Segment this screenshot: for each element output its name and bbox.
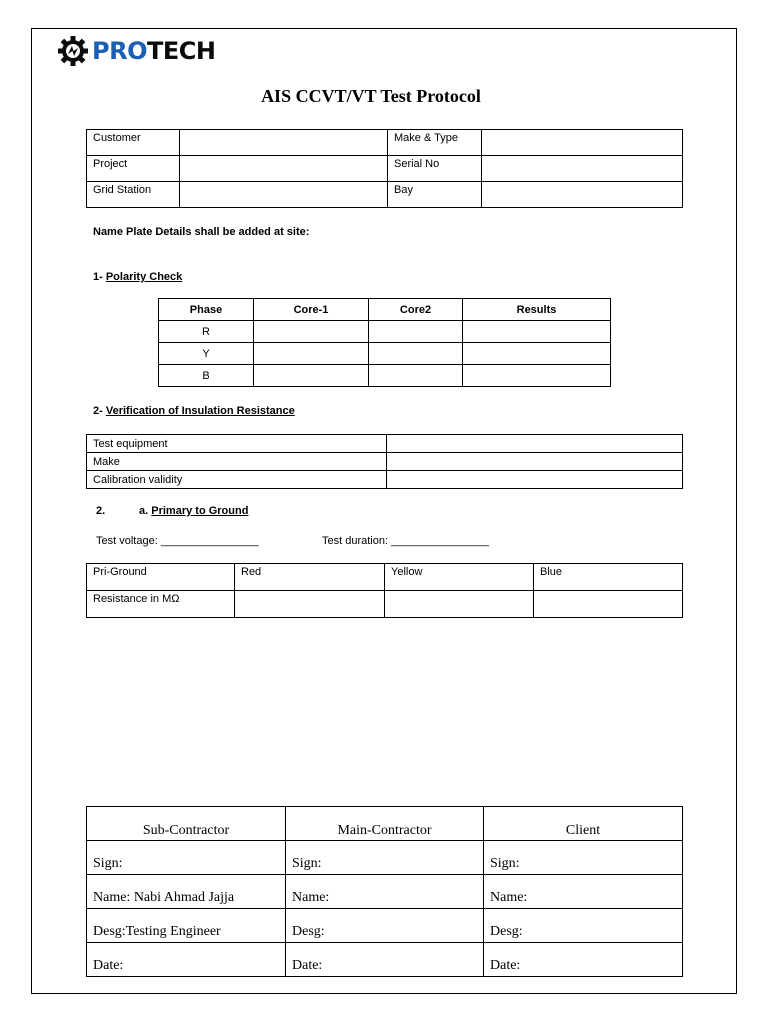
- equipment-table: [86, 434, 683, 489]
- info-label: Grid Station: [87, 182, 180, 208]
- empty-cell: [534, 591, 683, 618]
- table-row: [87, 453, 683, 471]
- signature-cell: Desg:: [286, 909, 484, 943]
- table-row: [159, 343, 611, 365]
- column-header: Main-Contractor: [286, 807, 484, 841]
- equipment-label: Test equipment: [87, 435, 387, 453]
- table-row: [87, 156, 683, 182]
- empty-cell: [387, 453, 683, 471]
- table-row: [87, 591, 683, 618]
- primary-ground-heading: [139, 505, 248, 517]
- column-header: Results: [463, 299, 611, 321]
- signature-cell: Sign:: [286, 841, 484, 875]
- table-header-row: [87, 807, 683, 841]
- test-duration-field: Test duration: ________________: [322, 535, 489, 547]
- empty-cell: [254, 321, 369, 343]
- section-sub-number: a.: [139, 505, 149, 517]
- column-header: Yellow: [385, 564, 534, 591]
- insulation-heading: [93, 405, 295, 417]
- column-header: Client: [484, 807, 683, 841]
- logo-wordmark: PROTECH: [92, 37, 216, 65]
- info-table: [86, 129, 683, 208]
- section-number: 2-: [93, 405, 103, 417]
- table-row: [87, 841, 683, 875]
- table-row: [159, 321, 611, 343]
- table-row: [87, 471, 683, 489]
- empty-cell: [254, 365, 369, 387]
- table-row: [87, 909, 683, 943]
- table-header-row: [87, 564, 683, 591]
- info-label: Make & Type: [388, 130, 482, 156]
- equipment-label: Make: [87, 453, 387, 471]
- empty-cell: [369, 365, 463, 387]
- signature-table: [86, 806, 683, 977]
- info-label: Project: [87, 156, 180, 182]
- empty-cell: [463, 321, 611, 343]
- name-plate-note: Name Plate Details shall be added at site:: [93, 226, 310, 238]
- signature-cell: Name:: [286, 875, 484, 909]
- section-title: Verification of Insulation Resistance: [105, 405, 295, 417]
- column-header: Core-1: [254, 299, 369, 321]
- info-label: Serial No: [388, 156, 482, 182]
- primary-ground-table: [86, 563, 683, 618]
- empty-cell: [235, 591, 385, 618]
- signature-cell: Date:: [286, 943, 484, 977]
- empty-cell: [387, 471, 683, 489]
- info-value-cell: [180, 182, 388, 208]
- section-number: 1-: [93, 271, 103, 283]
- signature-cell: Desg:: [484, 909, 683, 943]
- empty-cell: [254, 343, 369, 365]
- signature-cell: Desg:Testing Engineer: [87, 909, 286, 943]
- phase-cell: R: [159, 321, 254, 343]
- signature-cell: Sign:: [484, 841, 683, 875]
- protech-logo: [57, 35, 215, 67]
- table-row: [87, 130, 683, 156]
- info-value-cell: [180, 130, 388, 156]
- column-header: Red: [235, 564, 385, 591]
- empty-cell: [463, 365, 611, 387]
- signature-cell: Date:: [87, 943, 286, 977]
- polarity-heading: [93, 271, 182, 283]
- table-row: [87, 182, 683, 208]
- info-label: Customer: [87, 130, 180, 156]
- signature-cell: Name: Nabi Ahmad Jajja: [87, 875, 286, 909]
- column-header: Phase: [159, 299, 254, 321]
- phase-cell: B: [159, 365, 254, 387]
- info-value-cell: [180, 156, 388, 182]
- phase-cell: Y: [159, 343, 254, 365]
- info-value-cell: [482, 156, 683, 182]
- empty-cell: [463, 343, 611, 365]
- signature-cell: Date:: [484, 943, 683, 977]
- column-header: Blue: [534, 564, 683, 591]
- equipment-label: Calibration validity: [87, 471, 387, 489]
- column-header: Pri-Ground: [87, 564, 235, 591]
- table-row: [87, 435, 683, 453]
- empty-cell: [369, 343, 463, 365]
- signature-cell: Name:: [484, 875, 683, 909]
- section-title: Polarity Check: [105, 271, 183, 283]
- polarity-table: [158, 298, 611, 387]
- empty-cell: [387, 435, 683, 453]
- row-label: Resistance in MΩ: [87, 591, 235, 618]
- test-voltage-field: Test voltage: ________________: [96, 535, 259, 547]
- gear-logo-icon: [57, 35, 89, 67]
- empty-cell: [369, 321, 463, 343]
- column-header: Sub-Contractor: [87, 807, 286, 841]
- table-header-row: [159, 299, 611, 321]
- column-header: Core2: [369, 299, 463, 321]
- empty-cell: [385, 591, 534, 618]
- table-row: [87, 943, 683, 977]
- signature-cell: Sign:: [87, 841, 286, 875]
- info-value-cell: [482, 182, 683, 208]
- primary-ground-number: 2.: [96, 505, 106, 517]
- info-value-cell: [482, 130, 683, 156]
- document-title: AIS CCVT/VT Test Protocol: [261, 86, 481, 106]
- table-row: [159, 365, 611, 387]
- table-row: [87, 875, 683, 909]
- info-label: Bay: [388, 182, 482, 208]
- section-title: Primary to Ground: [151, 505, 249, 517]
